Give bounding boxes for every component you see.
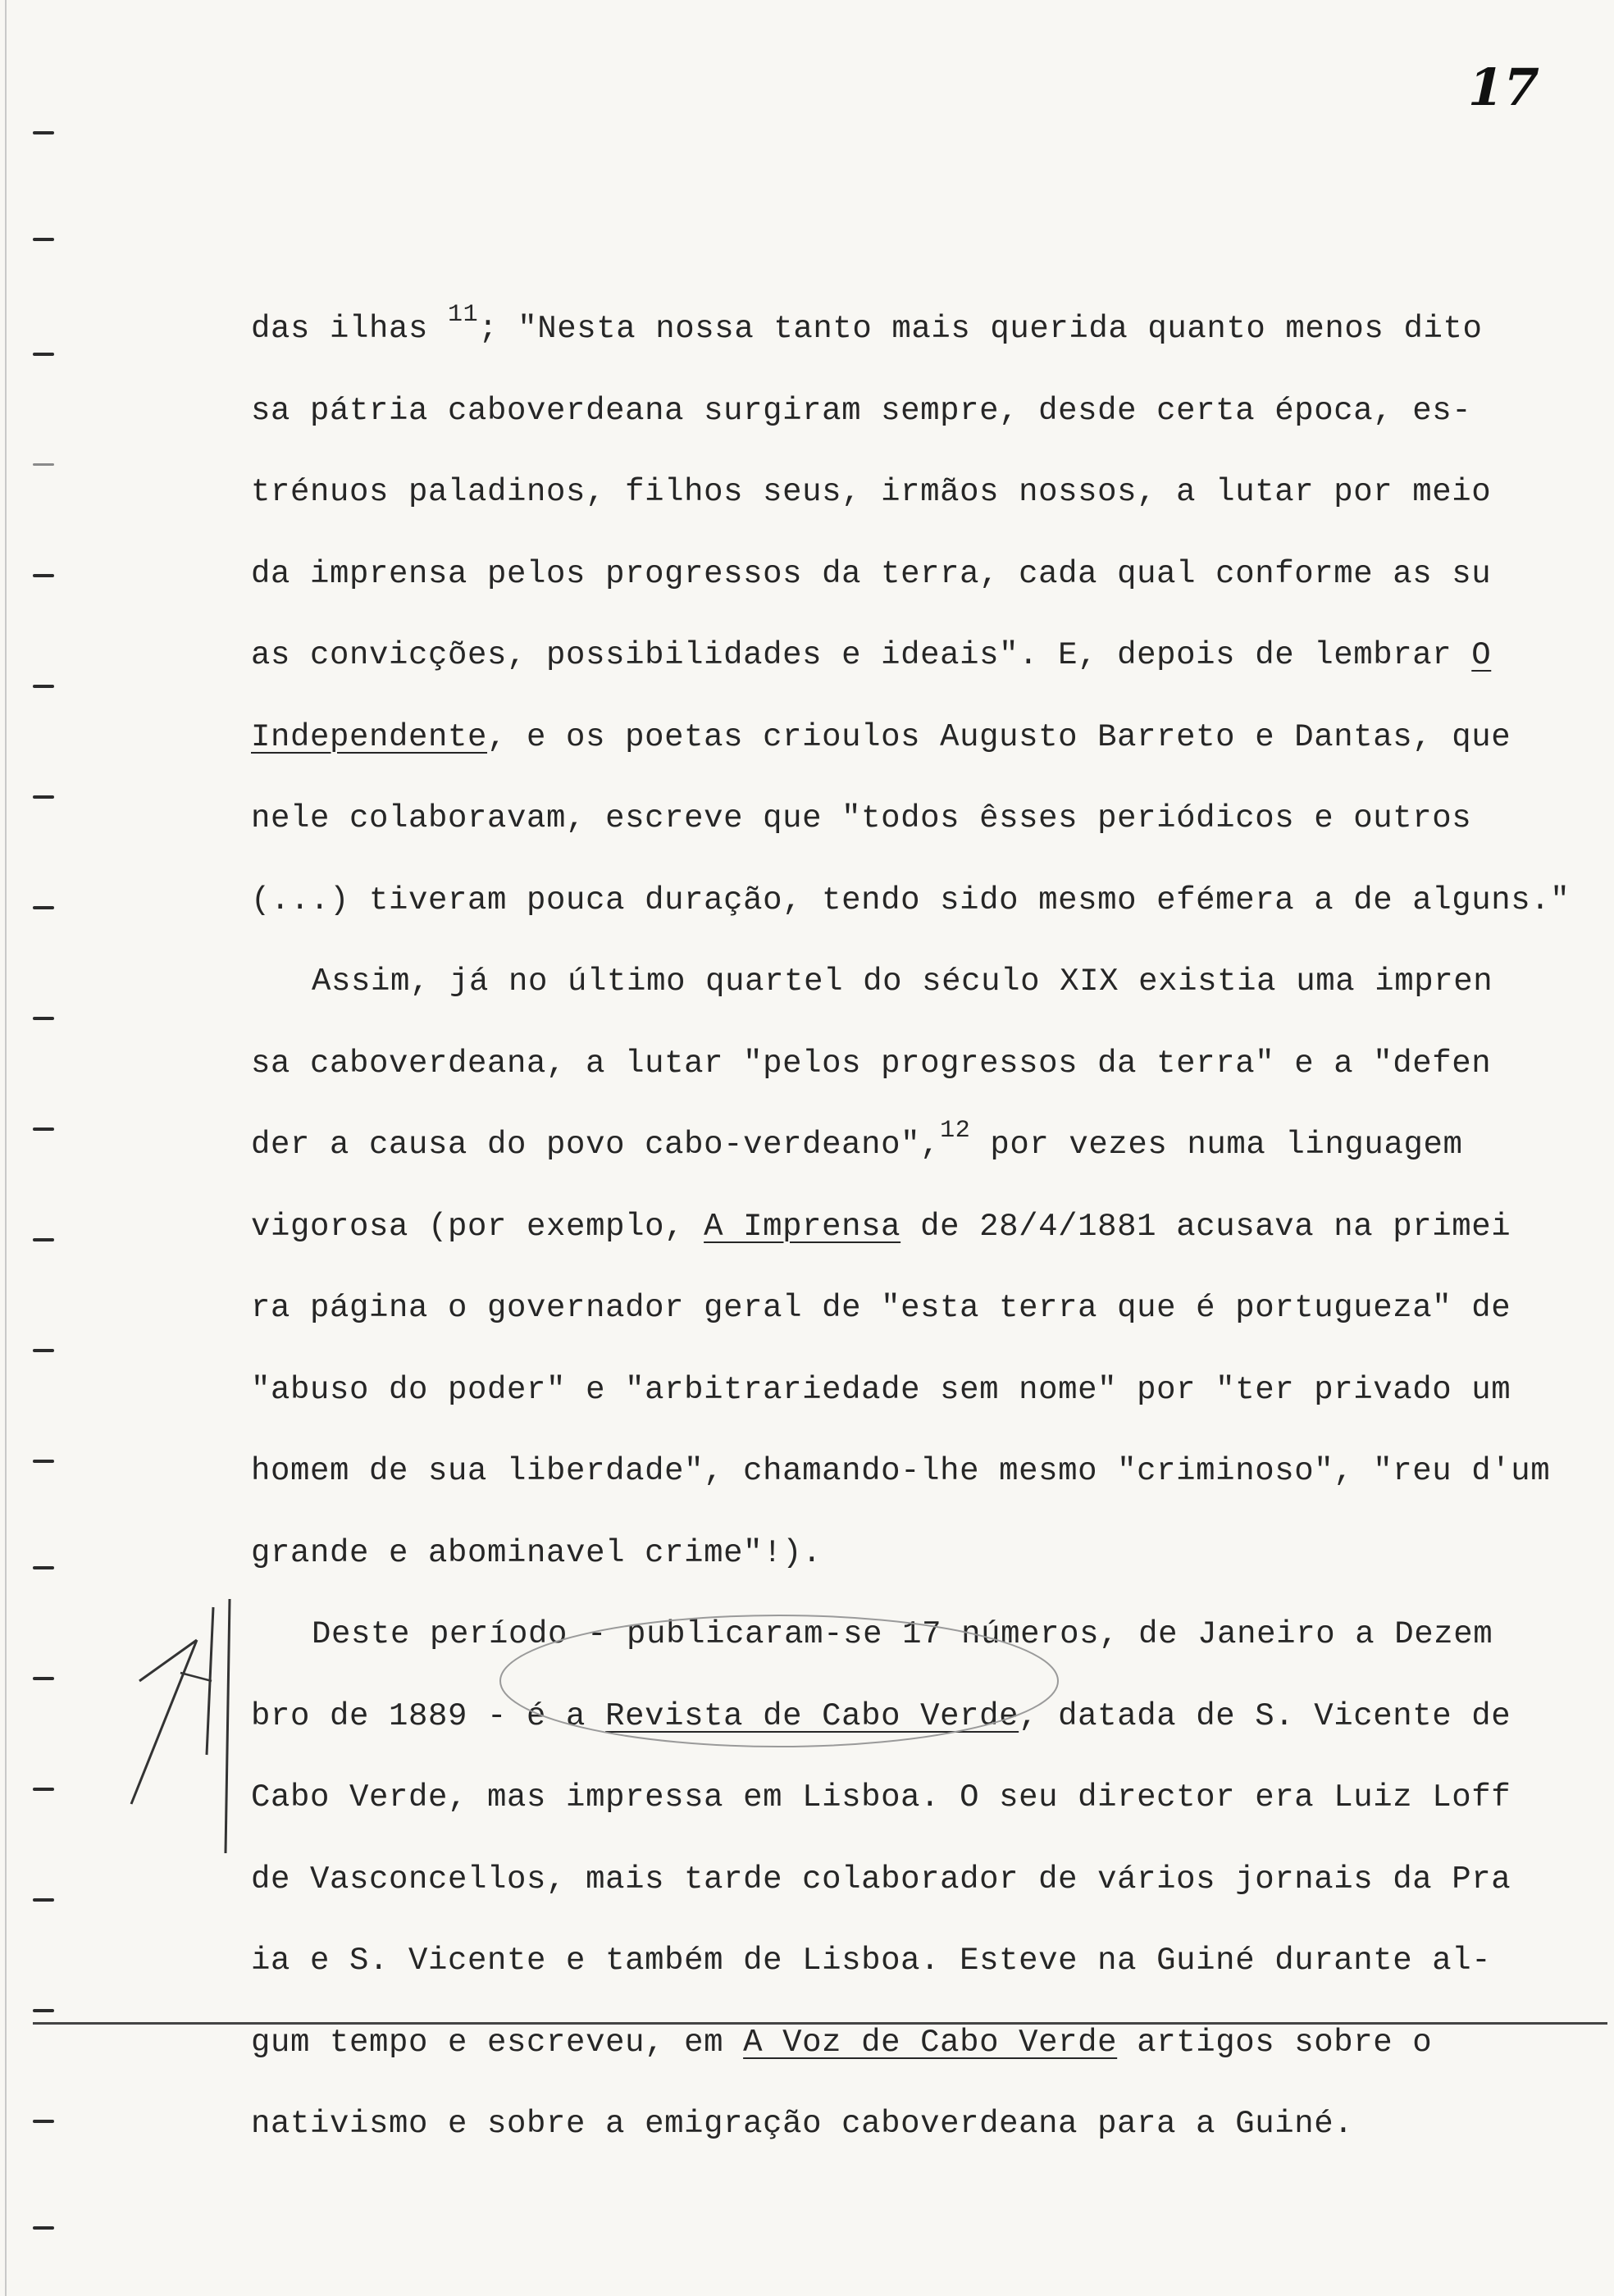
text-line: homem de sua liberdade", chamando-lhe mesmo "criminoso", "reu d'um [251,1453,1551,1489]
margin-tick [33,131,54,134]
margin-tick [33,1898,54,1902]
text-line: bro de 1889 - é a Revista de Cabo Verde, datada de S. Vicente de [251,1697,1511,1734]
text-line: nele colaboravam, escreve que "todos êsses periódicos e outros [251,800,1472,836]
margin-tick [33,1677,54,1680]
margin-tick [33,1349,54,1352]
text-line: Deste período - publicaram-se 17 números, de Janeiro a Dezem [312,1616,1493,1652]
underlined-title: A Imprensa [704,1208,901,1245]
page-number: 17 [1461,57,1545,117]
margin-tick [33,1017,54,1020]
text-line: de Vasconcellos, mais tarde colaborador de vários jornais da Pra [251,1861,1511,1897]
margin-tick [33,353,54,356]
text-line: Assim, já no último quartel do século XIX existia uma impren [312,963,1493,1000]
pencil-circle-annotation [484,1599,1074,1763]
margin-tick [33,574,54,577]
margin-tick [33,2120,54,2123]
handwritten-margin-marks [115,1591,246,1861]
text-line: Cabo Verde, mas impressa em Lisboa. O seu director era Luiz Loff [251,1779,1511,1815]
underlined-title: A Voz de Cabo Verde [743,2024,1118,2061]
text-line: vigorosa (por exemplo, A Imprensa de 28/4/1881 acusava na primei [251,1208,1511,1245]
footnote-ref: 12 [940,1117,971,1145]
text-line: as convicções, possibilidades e ideais". E, depois de lembrar O [251,637,1492,673]
margin-tick [33,463,54,466]
underlined-title: Independente [251,718,488,755]
margin-tick [33,1788,54,1791]
margin-tick [33,1460,54,1463]
text-line: trénuos paladinos, filhos seus, irmãos nossos, a lutar por meio [251,474,1492,510]
text-line: sa pátria caboverdeana surgiram sempre, desde certa época, es- [251,392,1472,429]
margin-tick [33,1128,54,1131]
margin-tick [33,238,54,241]
text-line: Independente, e os poetas crioulos Augusto Barreto e Dantas, que [251,718,1511,755]
margin-tick [33,2009,54,2012]
text-line: der a causa do povo cabo-verdeano",$^{12}$ por vezes numa linguagem [251,1117,1463,1163]
text-line: gum tempo e escreveu, em A Voz de Cabo Verde artigos sobre o [251,2024,1433,2061]
body-text [251,289,1596,2166]
text-line: ia e S. Vicente e também de Lisboa. Esteve na Guiné durante al- [251,1943,1492,1979]
margin-tick [33,2226,54,2230]
margin-tick [33,795,54,799]
text-line: sa caboverdeana, a lutar "pelos progressos da terra" e a "defen [251,1045,1492,1082]
margin-tick [33,906,54,909]
text-line: "abuso do poder" e "arbitrariedade sem nome" por "ter privado um [251,1371,1511,1408]
left-margin-rule [0,0,7,2296]
text-line: das ilhas $^{11}$; "Nesta nossa tanto mais querida quanto menos dito [251,301,1483,347]
margin-tick [33,685,54,688]
text-line: grande e abominavel crime"!). [251,1534,823,1571]
underlined-title: O [1471,637,1492,673]
text-line: ra página o governador geral de "esta terra que é portugueza" de [251,1290,1511,1326]
text-line: da imprensa pelos progressos da terra, cada qual conforme as su [251,555,1492,592]
text-line: (...) tiveram pouca duração, tendo sido mesmo efémera a de alguns." [251,882,1571,918]
underlined-title: Revista de Cabo Verde [605,1697,1019,1734]
margin-tick [33,1238,54,1241]
footnote-ref: 11 [448,301,479,329]
fold-strike-line [33,2022,1607,2025]
margin-tick [33,1566,54,1569]
text-line: nativismo e sobre a emigração caboverdeana para a Guiné. [251,2106,1354,2142]
